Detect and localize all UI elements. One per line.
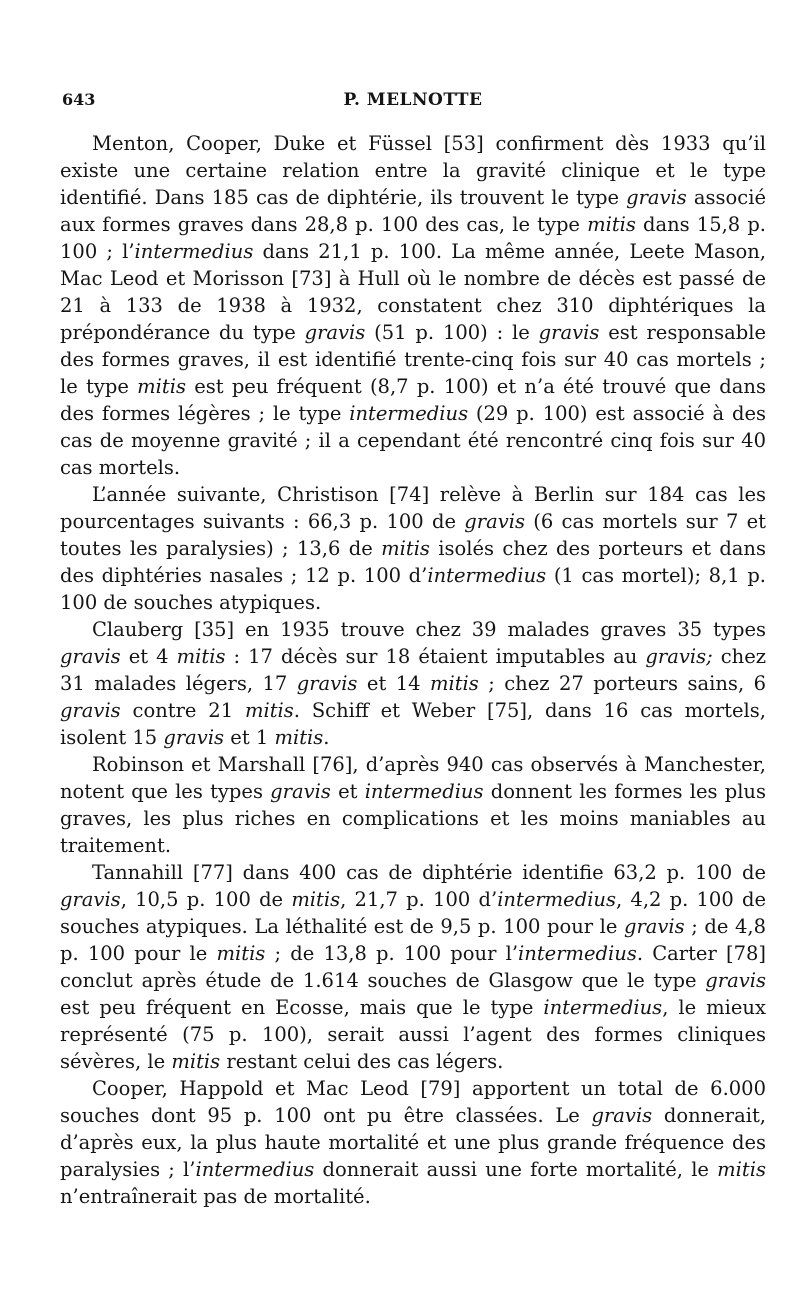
italic-text: gravis (464, 510, 525, 533)
italic-text: mitis (291, 888, 341, 911)
text-segment: dans 15,8 p. 100 ; l’ (60, 213, 766, 263)
text-segment: associé aux formes graves dans 28,8 p. 100 des cas, le type (60, 186, 766, 236)
text-segment: n’entraînerait pas de mortalité. (60, 1185, 371, 1208)
italic-text: gravis (296, 672, 358, 695)
paragraph (60, 1075, 766, 1210)
text-segment: isolés chez des porteurs et dans des diphtéries nasales ; 12 p. 100 d’ (60, 537, 766, 587)
italic-text: intermedius (349, 402, 469, 425)
italic-text: gravis (60, 645, 121, 668)
italic-text: mitis (176, 645, 226, 668)
text-segment: chez 31 malades légers, 17 (60, 645, 767, 695)
italic-text: gravis (538, 321, 600, 344)
text-segment: , 4,2 p. 100 de souches atypiques. La léthalité est de 9,5 p. 100 pour le (60, 888, 766, 938)
text-segment: , le mieux représenté (75 p. 100), serait aussi l’agent des formes cliniques sévères, le (60, 996, 766, 1073)
paragraph (60, 859, 766, 1075)
italic-text: mitis (244, 699, 294, 722)
italic-text: gravis (163, 726, 225, 749)
text-segment: Robinson et Marshall [76], d’après 940 cas observés à Manchester, notent que les types (60, 753, 766, 803)
italic-text: gravis (705, 969, 766, 992)
text-segment: . Schiff et Weber [75], dans 16 cas mortels, isolent 15 (60, 699, 766, 749)
text-segment: Menton, Cooper, Duke et Füssel [53] confirment dès 1933 qu’il existe une certaine relation entre la gravité clinique et le type identifié. Dans 185 cas de diphtérie, ils trouvent le type (60, 132, 766, 209)
text-segment: L’année suivante, Christison [74] relève à Berlin sur 184 cas les pourcentages suivants : 66,3 p. 100 de (60, 483, 766, 533)
italic-text: gravis (626, 186, 687, 209)
italic-text: mitis (137, 375, 186, 398)
italic-text: mitis (216, 942, 266, 965)
text-segment: donnerait aussi une forte mortalité, le (314, 1158, 718, 1181)
text-segment: , 10,5 p. 100 de (120, 888, 292, 911)
italic-text: mitis (171, 1050, 221, 1073)
text-segment: est peu fréquent (8,7 p. 100) et n’a été trouvé que dans des formes légères ; le type (60, 375, 766, 425)
paragraph (60, 616, 766, 751)
italic-text: mitis (717, 1158, 766, 1181)
italic-text: gravis; (645, 645, 713, 668)
text-segment: . Carter [78] conclut après étude de 1.614 souches de Glasgow que le type (60, 942, 766, 992)
text-segment: et 4 (120, 645, 177, 668)
italic-text: gravis (591, 1104, 653, 1127)
italic-text: intermedius (543, 996, 663, 1019)
text-segment: et 14 (357, 672, 430, 695)
text-segment: ; chez 27 porteurs sains, 6 (478, 672, 766, 695)
italic-text: intermedius (195, 1158, 315, 1181)
italic-text: mitis (429, 672, 479, 695)
text-segment: (6 cas mortels sur 7 et toutes les paralysies) ; 13,6 de (60, 510, 766, 560)
text-segment: est peu fréquent en Ecosse, mais que le type (60, 996, 544, 1019)
italic-text: intermedius (427, 564, 547, 587)
text-segment: (1 cas mortel); 8,1 p. 100 de souches atypiques. (60, 564, 766, 614)
body-text (60, 130, 766, 1210)
text-segment: (51 p. 100) : le (365, 321, 539, 344)
text-segment: , 21,7 p. 100 d’ (340, 888, 498, 911)
text-segment: (29 p. 100) est associé à des cas de moyenne gravité ; il a cependant été rencontré cinq fois sur 40 cas mortels. (60, 402, 766, 479)
italic-text: intermedius (518, 942, 637, 965)
text-segment: donnerait, d’après eux, la plus haute mortalité et une plus grande fréquence des paralysies ; l’ (60, 1104, 766, 1181)
text-segment: Cooper, Happold et Mac Leod [79] apportent un total de 6.000 souches dont 95 p. 100 ont pu être classées. Le (60, 1077, 766, 1127)
text-segment: Tannahill [77] dans 400 cas de diphtérie identifie 63,2 p. 100 de (92, 861, 766, 884)
text-segment: et (330, 780, 365, 803)
italic-text: intermedius (497, 888, 616, 911)
italic-text: gravis (304, 321, 366, 344)
text-segment: dans 21,1 p. 100. La même année, Leete Mason, Mac Leod et Morisson [73] à Hull où le nombre de décès est passé de 21 à 133 de 1938 à 1932, constatent chez 310 diphtériques la prépondérance du type (60, 240, 767, 344)
text-segment: ; de 13,8 p. 100 pour l’ (265, 942, 519, 965)
text-segment: ; de 4,8 p. 100 pour le (60, 915, 766, 965)
paragraph (60, 751, 766, 859)
paragraph (60, 130, 766, 481)
page-header (62, 90, 764, 114)
text-segment: donnent les formes les plus graves, les plus riches en complications et les moins maniables au traitement. (60, 780, 767, 857)
text-segment: restant celui des cas légers. (220, 1050, 504, 1073)
paragraph (60, 481, 766, 616)
text-segment: est responsable des formes graves, il est identifié trente-cinq fois sur 40 cas mortels ; le type (60, 321, 766, 398)
text-segment: Clauberg [35] en 1935 trouve chez 39 malades graves 35 types (92, 618, 766, 641)
text-segment: et 1 (224, 726, 275, 749)
text-segment: contre 21 (120, 699, 245, 722)
italic-text: mitis (274, 726, 324, 749)
italic-text: gravis (60, 699, 121, 722)
text-segment: . (323, 726, 330, 749)
page-number: 643 (62, 90, 96, 109)
italic-text: mitis (587, 213, 636, 236)
italic-text: intermedius (364, 780, 484, 803)
italic-text: gravis (60, 888, 121, 911)
text-segment: : 17 décès sur 18 étaient imputables au (225, 645, 646, 668)
italic-text: gravis (623, 915, 685, 938)
italic-text: mitis (381, 537, 430, 560)
italic-text: gravis (270, 780, 331, 803)
running-head: P. MELNOTTE (343, 90, 483, 110)
italic-text: intermedius (134, 240, 254, 263)
